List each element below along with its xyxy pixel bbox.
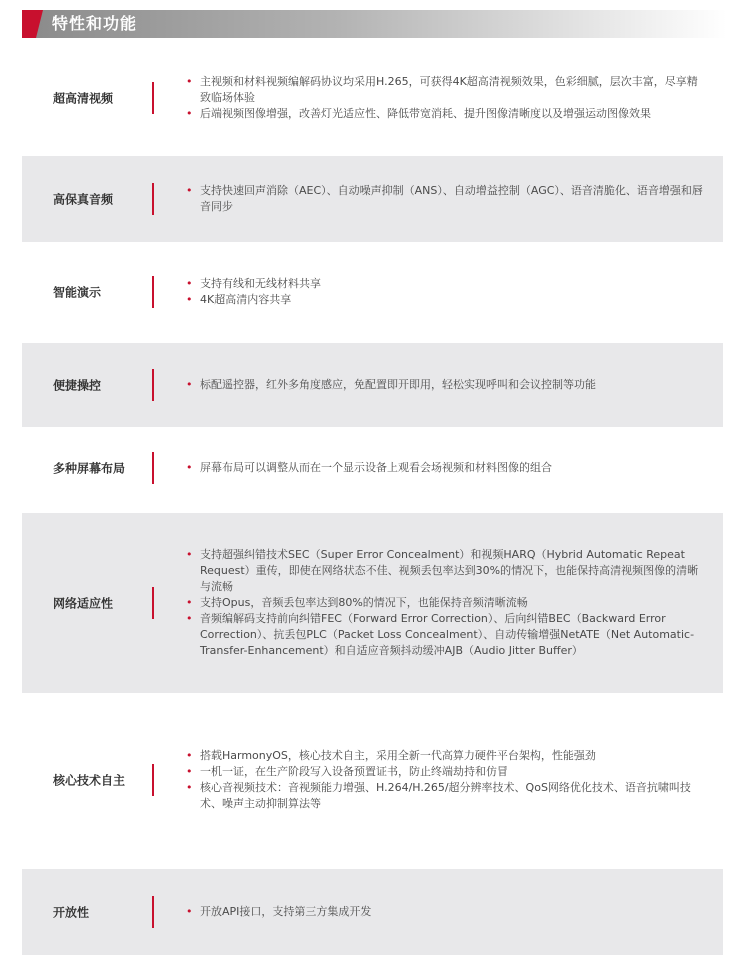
feature-row [22, 869, 723, 955]
feature-label: 便捷操控 [53, 378, 102, 393]
bullet-dot-icon: • [186, 905, 193, 918]
feature-bullet-item [186, 292, 706, 308]
section-header [22, 10, 727, 38]
bullet-dot-icon: • [186, 612, 193, 625]
feature-label: 超高清视频 [53, 91, 114, 106]
bullet-dot-icon: • [186, 765, 193, 778]
feature-bullet-list [186, 547, 706, 659]
feature-bullet-list [186, 74, 706, 122]
feature-bullet-list [186, 460, 706, 476]
feature-bullet-text: 一机一证，在生产阶段写入设备预置证书，防止终端劫持和仿冒 [200, 765, 508, 778]
feature-bullet-text: 支持Opus，音频丢包率达到80%的情况下，也能保持音频清晰流畅 [200, 596, 528, 609]
feature-divider [152, 183, 154, 215]
feature-label: 智能演示 [53, 285, 102, 300]
feature-divider [152, 276, 154, 308]
bullet-dot-icon: • [186, 548, 193, 561]
feature-bullet-list [186, 748, 706, 812]
feature-bullet-text: 标配遥控器，红外多角度感应，免配置即开即用，轻松实现呼叫和会议控制等功能 [200, 378, 596, 391]
feature-bullet-list [186, 377, 706, 393]
feature-row [22, 343, 723, 427]
feature-bullet-item [186, 611, 706, 659]
feature-label: 核心技术自主 [53, 773, 126, 788]
feature-bullet-list [186, 183, 706, 215]
feature-bullet-text: 后端视频图像增强，改善灯光适应性、降低带宽消耗、提升图像清晰度以及增强运动图像效果 [200, 107, 651, 120]
bullet-dot-icon: • [186, 781, 193, 794]
bullet-dot-icon: • [186, 461, 193, 474]
feature-label: 高保真音频 [53, 192, 114, 207]
feature-bullet-text: 支持超强纠错技术SEC（Super Error Concealment）和视频HARQ（Hybrid Automatic Repeat Request）重传，即使在网络状态不佳、视频丢包率达到30%的情况下，也能保持高清视频图像的清晰与流畅 [200, 548, 699, 593]
feature-bullet-item [186, 74, 706, 106]
feature-bullet-item [186, 377, 706, 393]
bullet-dot-icon: • [186, 277, 193, 290]
bullet-dot-icon: • [186, 749, 193, 762]
bullet-dot-icon: • [186, 596, 193, 609]
feature-row [22, 432, 723, 504]
feature-divider [152, 896, 154, 928]
feature-bullet-text: 支持快速回声消除（AEC）、自动噪声抑制（ANS）、自动增益控制（AGC）、语音清脆化、语音增强和唇音同步 [200, 184, 703, 213]
feature-bullet-text: 搭载HarmonyOS，核心技术自主，采用全新一代高算力硬件平台架构，性能强劲 [200, 749, 596, 762]
bullet-dot-icon: • [186, 75, 193, 88]
feature-bullet-text: 4K超高清内容共享 [200, 293, 292, 306]
feature-divider [152, 82, 154, 114]
bullet-dot-icon: • [186, 107, 193, 120]
feature-bullet-item [186, 764, 706, 780]
feature-label: 开放性 [53, 905, 90, 920]
feature-bullet-text: 屏幕布局可以调整从而在一个显示设备上观看会场视频和材料图像的组合 [200, 461, 552, 474]
feature-bullet-text: 主视频和材料视频编解码协议均采用H.265，可获得4K超高清视频效果，色彩细腻，层次丰富，尽享精致临场体验 [200, 75, 698, 104]
feature-bullet-item [186, 276, 706, 292]
feature-bullet-item [186, 547, 706, 595]
feature-divider [152, 587, 154, 619]
feature-row [22, 48, 723, 148]
feature-bullet-item [186, 780, 706, 812]
feature-bullet-item [186, 904, 706, 920]
feature-bullet-item [186, 595, 706, 611]
feature-row [22, 700, 723, 860]
feature-bullet-text: 开放API接口，支持第三方集成开发 [200, 905, 372, 918]
feature-bullet-item [186, 748, 706, 764]
feature-bullet-text: 支持有线和无线材料共享 [200, 277, 321, 290]
feature-row [22, 156, 723, 242]
section-title: 特性和功能 [52, 14, 138, 33]
feature-divider [152, 452, 154, 484]
feature-bullet-item [186, 106, 706, 122]
bullet-dot-icon: • [186, 184, 193, 197]
feature-label: 网络适应性 [53, 596, 114, 611]
bullet-dot-icon: • [186, 378, 193, 391]
feature-bullet-item [186, 460, 706, 476]
feature-row [22, 513, 723, 693]
feature-label: 多种屏幕布局 [53, 461, 126, 476]
header-accent-bar [22, 10, 36, 38]
feature-bullet-text: 音频编解码支持前向纠错FEC（Forward Error Correction）、后向纠错BEC（Backward Error Correction）、抗丢包PLC（Packet Loss Concealment）、自动传输增强NetATE（Net Automatic-Transfer-Enhancement）和自适应音频抖动缓冲AJB（Audio Jitter Buffer） [200, 612, 695, 657]
feature-row [22, 250, 723, 334]
feature-divider [152, 369, 154, 401]
feature-bullet-list [186, 276, 706, 308]
feature-bullet-text: 核心音视频技术：音视频能力增强、H.264/H.265/超分辨率技术、QoS网络优化技术、语音抗啸叫技术、噪声主动抑制算法等 [200, 781, 691, 810]
feature-divider [152, 764, 154, 796]
bullet-dot-icon: • [186, 293, 193, 306]
feature-bullet-list [186, 904, 706, 920]
feature-bullet-item [186, 183, 706, 215]
